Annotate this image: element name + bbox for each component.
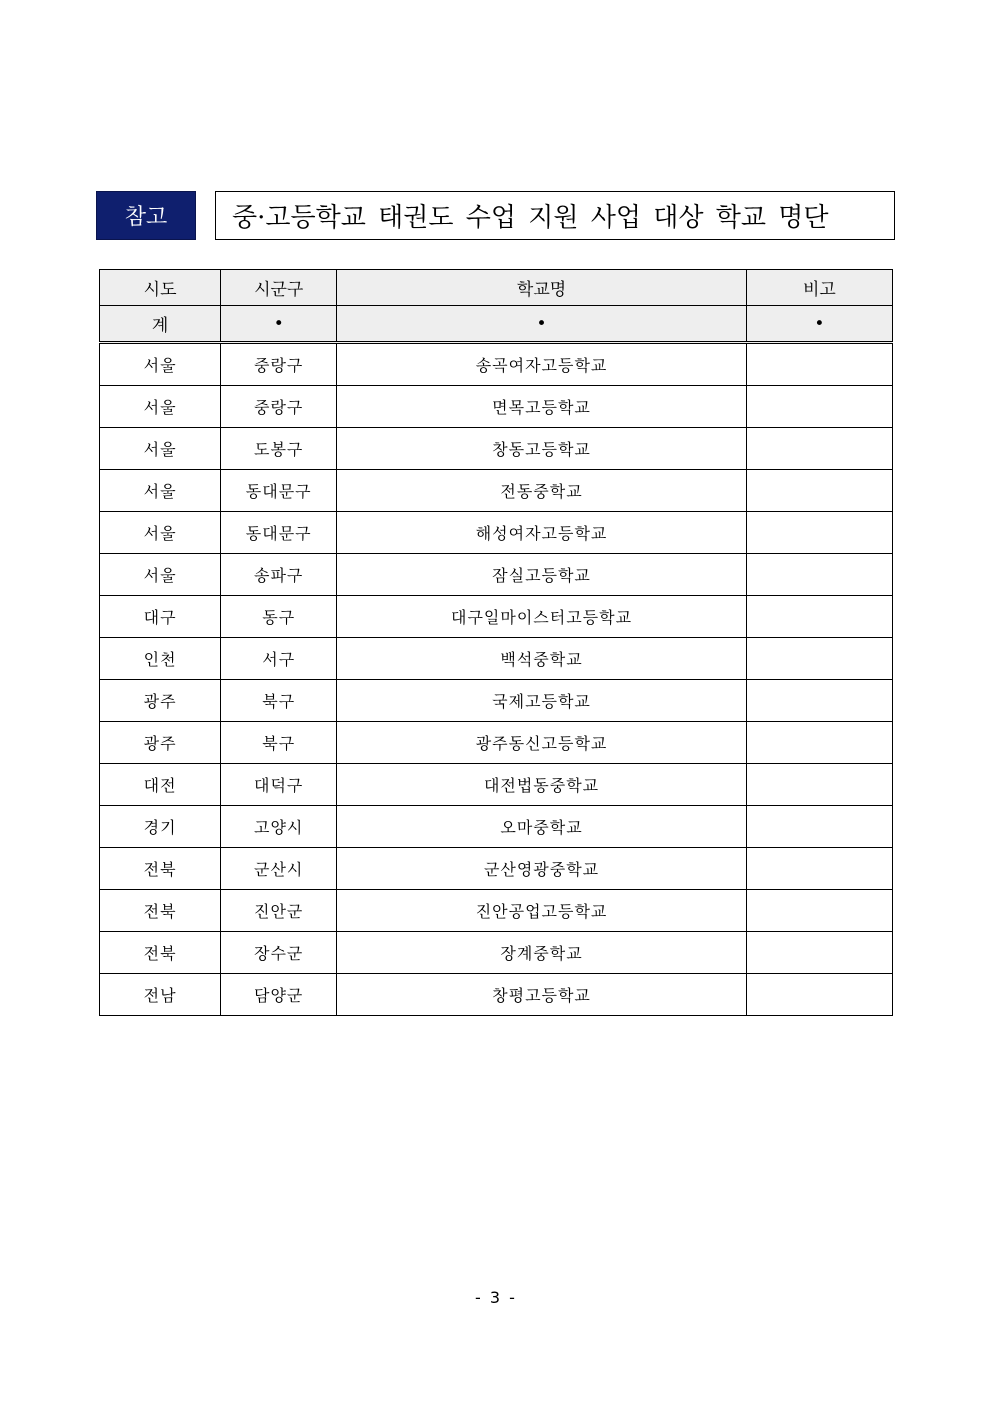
cell-sido: 서울 [100,512,221,554]
cell-school-name: 전동중학교 [337,470,747,512]
cell-school-name: 장계중학교 [337,932,747,974]
cell-sido: 대전 [100,764,221,806]
header-note: 비고 [746,270,892,306]
cell-school-name: 해성여자고등학교 [337,512,747,554]
cell-sigungu: 고양시 [221,806,337,848]
total-note: • [746,306,892,343]
table-row [100,512,893,554]
cell-sigungu: 담양군 [221,974,337,1016]
cell-sido: 서울 [100,343,221,386]
cell-school-name: 대구일마이스터고등학교 [337,596,747,638]
cell-sigungu: 북구 [221,722,337,764]
cell-school-name: 오마중학교 [337,806,747,848]
cell-note [746,806,892,848]
cell-sido: 전북 [100,848,221,890]
header-sido: 시도 [100,270,221,306]
cell-sido: 광주 [100,722,221,764]
cell-note [746,554,892,596]
cell-note [746,470,892,512]
cell-school-name: 진안공업고등학교 [337,890,747,932]
table-row [100,764,893,806]
cell-note [746,890,892,932]
cell-note [746,638,892,680]
cell-sigungu: 장수군 [221,932,337,974]
total-label: 계 [100,306,221,343]
table-row [100,470,893,512]
cell-sigungu: 동대문구 [221,470,337,512]
cell-school-name: 군산영광중학교 [337,848,747,890]
cell-sido: 서울 [100,428,221,470]
cell-note [746,512,892,554]
table-row [100,343,893,386]
table-row [100,932,893,974]
table-row [100,722,893,764]
cell-sigungu: 송파구 [221,554,337,596]
cell-sigungu: 북구 [221,680,337,722]
cell-note [746,428,892,470]
cell-school-name: 면목고등학교 [337,386,747,428]
cell-note [746,596,892,638]
cell-sido: 서울 [100,470,221,512]
cell-sigungu: 서구 [221,638,337,680]
header-school-name: 학교명 [337,270,747,306]
cell-note [746,722,892,764]
cell-sido: 전북 [100,890,221,932]
cell-sido: 대구 [100,596,221,638]
table-row [100,848,893,890]
cell-note [746,343,892,386]
cell-note [746,848,892,890]
page-number: - 3 - [475,1288,517,1307]
cell-sigungu: 군산시 [221,848,337,890]
school-list-table [99,269,893,1016]
table-row [100,974,893,1016]
total-row [100,306,893,343]
cell-sido: 서울 [100,386,221,428]
cell-school-name: 잠실고등학교 [337,554,747,596]
cell-sido: 서울 [100,554,221,596]
reference-label: 참고 [96,191,196,240]
cell-note [746,764,892,806]
cell-sigungu: 진안군 [221,890,337,932]
table-row [100,680,893,722]
cell-sigungu: 동대문구 [221,512,337,554]
cell-note [746,974,892,1016]
total-sigungu: • [221,306,337,343]
cell-sigungu: 중랑구 [221,386,337,428]
cell-sigungu: 중랑구 [221,343,337,386]
cell-note [746,386,892,428]
cell-school-name: 백석중학교 [337,638,747,680]
cell-sido: 전남 [100,974,221,1016]
cell-school-name: 송곡여자고등학교 [337,343,747,386]
cell-school-name: 광주동신고등학교 [337,722,747,764]
table-row [100,806,893,848]
table-row [100,638,893,680]
cell-sigungu: 대덕구 [221,764,337,806]
header-sigungu: 시군구 [221,270,337,306]
cell-sigungu: 동구 [221,596,337,638]
cell-note [746,932,892,974]
cell-sido: 인천 [100,638,221,680]
table-row [100,554,893,596]
table-row [100,386,893,428]
cell-school-name: 대전법동중학교 [337,764,747,806]
table-row [100,596,893,638]
cell-sido: 광주 [100,680,221,722]
table-row [100,428,893,470]
cell-school-name: 창동고등학교 [337,428,747,470]
cell-school-name: 국제고등학교 [337,680,747,722]
cell-sido: 전북 [100,932,221,974]
total-school: • [337,306,747,343]
cell-note [746,680,892,722]
cell-sido: 경기 [100,806,221,848]
header-row [100,270,893,306]
cell-school-name: 창평고등학교 [337,974,747,1016]
document-title: 중·고등학교 태권도 수업 지원 사업 대상 학교 명단 [215,191,895,240]
table-row [100,890,893,932]
cell-sigungu: 도봉구 [221,428,337,470]
